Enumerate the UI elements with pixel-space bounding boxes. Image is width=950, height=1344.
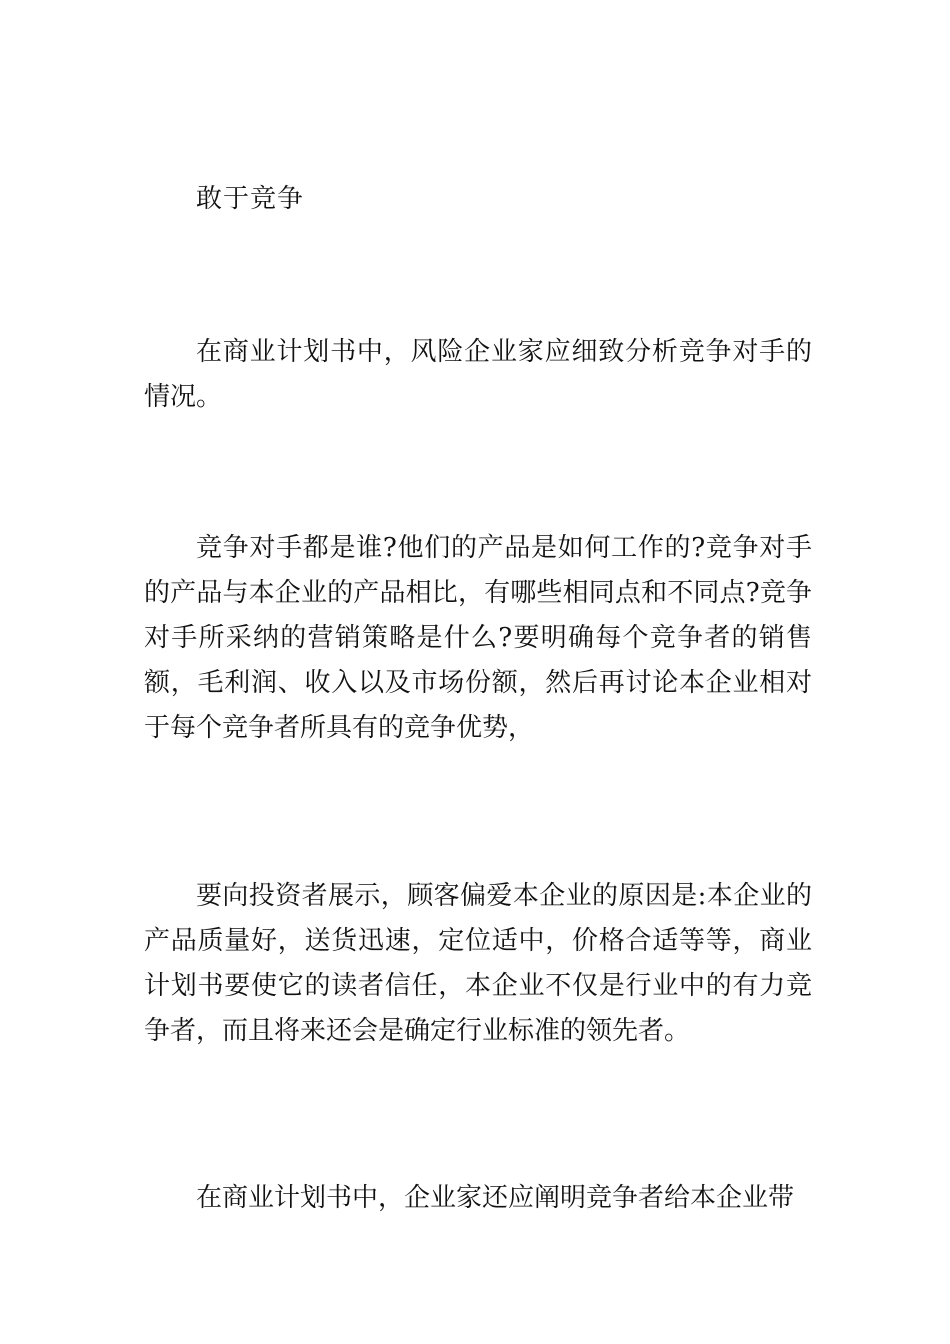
paragraph-4: 在商业计划书中，企业家还应阐明竞争者给本企业带 [196, 1183, 795, 1213]
paragraph-1: 在商业计划书中，风险企业家应细致分析竞争对手的情况。 [144, 337, 812, 412]
section-heading: 敢于竞争 [196, 184, 305, 214]
paragraph-2: 竞争对手都是谁?他们的产品是如何工作的?竞争对手的产品与本企业的产品相比，有哪些相同点和不同点?竞争对手所采纳的营销策略是什么?要明确每个竞争者的销售额，毛利润、收入以及市场份额，然后再讨论本企业相对于每个竞争者所具有的竞争优势， [144, 533, 812, 743]
paragraph-3: 要向投资者展示，顾客偏爱本企业的原因是:本企业的产品质量好，送货迅速，定位适中，价格合适等等，商业计划书要使它的读者信任，本企业不仅是行业中的有力竞争者，而且将来还会是确定行业标准的领先者。 [144, 881, 812, 1046]
